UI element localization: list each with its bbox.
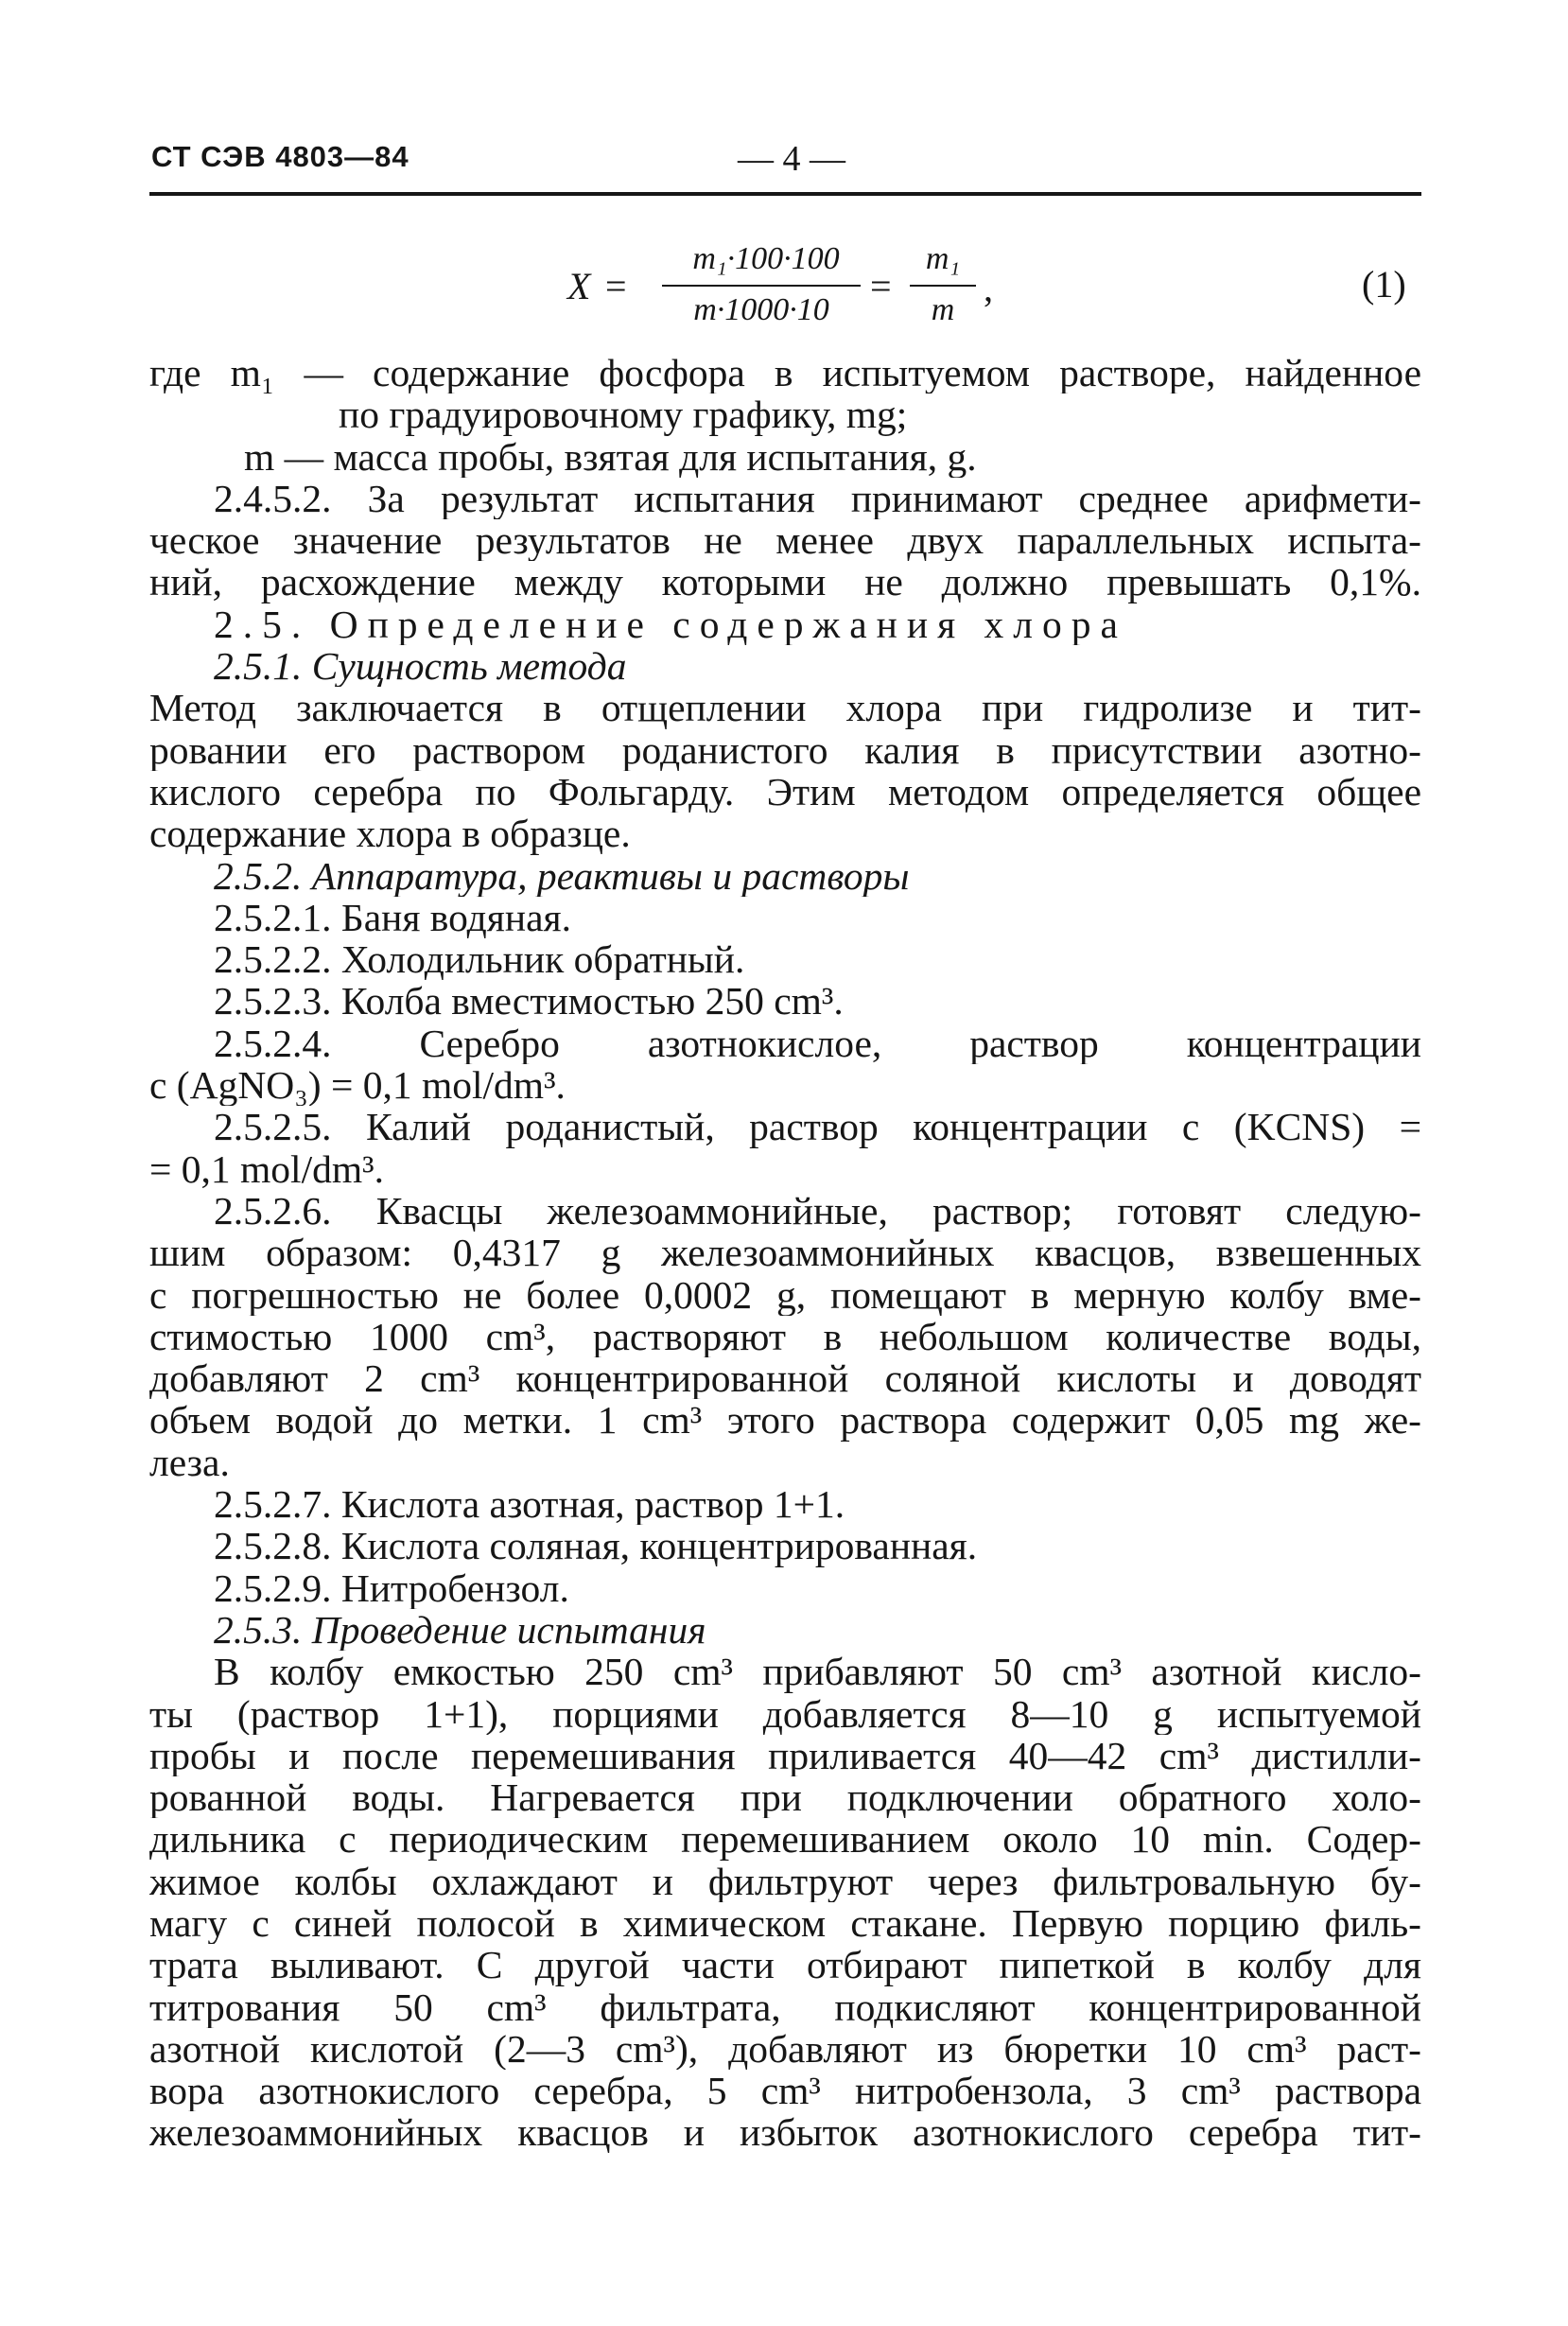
text-line: железоаммонийных квасцов и избыток азотнокислого серебра тит-: [149, 2111, 1421, 2154]
formula-lhs: X: [567, 265, 591, 307]
text-line: кислого серебра по Фольгарду. Этим методом определяется общее: [149, 770, 1421, 813]
list-item: 2.5.2.9. Нитробензол.: [214, 1566, 569, 1609]
text-line: c (AgNO₃) = 0,1 mol/dm³.: [149, 1064, 566, 1107]
list-item: 2.5.2.2. Холодильник обратный.: [214, 938, 745, 981]
subsection-heading: 2.5.2. Аппаратура, реактивы и растворы: [214, 854, 910, 897]
text-line: m — масса пробы, взятая для испытания, g.: [244, 435, 977, 478]
text-line: леза.: [149, 1441, 230, 1484]
text-line: объем водой до метки. 1 cm³ этого раствора содержит 0,05 mg же-: [149, 1399, 1421, 1442]
text-line: ровании его раствором роданистого калия в присутствии азотно-: [149, 728, 1421, 771]
text-line: пробы и после перемешивания приливается 40—42 cm³ дистилли-: [149, 1734, 1421, 1777]
list-item: 2.5.2.3. Колба вместимостью 250 cm³.: [214, 980, 844, 1023]
formula-comma: ,: [984, 267, 993, 309]
text-line: с погрешностью не более 0,0002 g, помещают в мерную колбу вме-: [149, 1273, 1421, 1316]
standard-designation: СТ СЭВ 4803—84: [151, 140, 409, 173]
formula-denominator-1: m·1000·10: [693, 292, 829, 327]
header-rule: [149, 192, 1421, 196]
formula-number: (1): [1362, 263, 1406, 306]
formula-numerator-2: m₁: [925, 241, 961, 276]
text-line: азотной кислотой (2—3 cm³), добавляют из бюретки 10 cm³ раст-: [149, 2027, 1421, 2071]
text-line: шим образом: 0,4317 g железоаммонийных квасцов, взвешенных: [149, 1232, 1421, 1274]
text-line: = 0,1 mol/dm³.: [149, 1147, 384, 1190]
text-line: титрования 50 cm³ фильтрата, подкисляют концентрированной: [149, 1985, 1421, 2028]
formula-numerator-1: m₁·100·100: [692, 241, 840, 276]
formula-equals-2: =: [870, 265, 892, 307]
list-item: 2.5.2.5. Калий роданистый, раствор концентрации c (KCNS) =: [214, 1106, 1421, 1148]
text-line: 2.4.5.2. За результат испытания принимают среднее арифмети-: [214, 477, 1421, 520]
body-text: [149, 352, 1421, 2154]
text-line: стимостью 1000 cm³, растворяют в небольшом количестве воды,: [149, 1315, 1421, 1358]
text-line: по градуировочному графику, mg;: [339, 393, 908, 436]
text-line: трата выливают. С другой части отбирают пипеткой в колбу для: [149, 1944, 1421, 1986]
formula-equals: =: [605, 265, 627, 307]
text-line: ты (раствор 1+1), порциями добавляется 8—10 g испытуемой: [149, 1692, 1421, 1735]
text-line: жимое колбы охлаждают и фильтруют через фильтровальную бу-: [149, 1860, 1421, 1902]
text-line: добавляют 2 cm³ концентрированной соляной кислоты и доводят: [149, 1357, 1421, 1400]
page-number: — 4 —: [738, 139, 845, 179]
subsection-heading: 2.5.1. Сущность метода: [214, 645, 627, 688]
text-line: Метод заключается в отщеплении хлора при гидролизе и тит-: [149, 687, 1421, 729]
list-item: 2.5.2.1. Баня водяная.: [214, 896, 571, 939]
list-item: 2.5.2.8. Кислота соляная, концентрированная.: [214, 1525, 978, 1567]
section-heading: 2.5. Определение содержания хлора: [214, 603, 1127, 646]
subsection-heading: 2.5.3. Проведение испытания: [214, 1608, 706, 1652]
fraction-bar-2: [910, 285, 976, 287]
formula-denominator-2: m: [931, 292, 955, 327]
formula-1: [0, 241, 1568, 345]
text-line: В колбу емкостью 250 cm³ прибавляют 50 cm³ азотной кисло-: [214, 1651, 1421, 1693]
list-item: 2.5.2.7. Кислота азотная, раствор 1+1.: [214, 1483, 845, 1526]
text-line: рованной воды. Нагревается при подключении обратного холо-: [149, 1776, 1421, 1819]
text-line: магу с синей полосой в химическом стакане. Первую порцию филь-: [149, 1901, 1421, 1945]
list-item: 2.5.2.4. Серебро азотнокислое, раствор концентрации: [214, 1022, 1421, 1065]
text-line: ний, расхождение между которыми не должно превышать 0,1%.: [149, 561, 1421, 603]
text-line: содержание хлора в образце.: [149, 813, 631, 855]
fraction-bar-1: [662, 285, 861, 287]
text-line: ческое значение результатов не менее двух параллельных испыта-: [149, 519, 1421, 562]
text-line: где m₁ — содержание фосфора в испытуемом растворе, найденное: [149, 352, 1421, 394]
list-item: 2.5.2.6. Квасцы железоаммонийные, раствор; готовят следую-: [214, 1189, 1421, 1233]
text-line: дильника с периодическим перемешиванием около 10 min. Содер-: [149, 1818, 1421, 1861]
text-line: вора азотнокислого серебра, 5 cm³ нитробензола, 3 cm³ раствора: [149, 2070, 1421, 2112]
